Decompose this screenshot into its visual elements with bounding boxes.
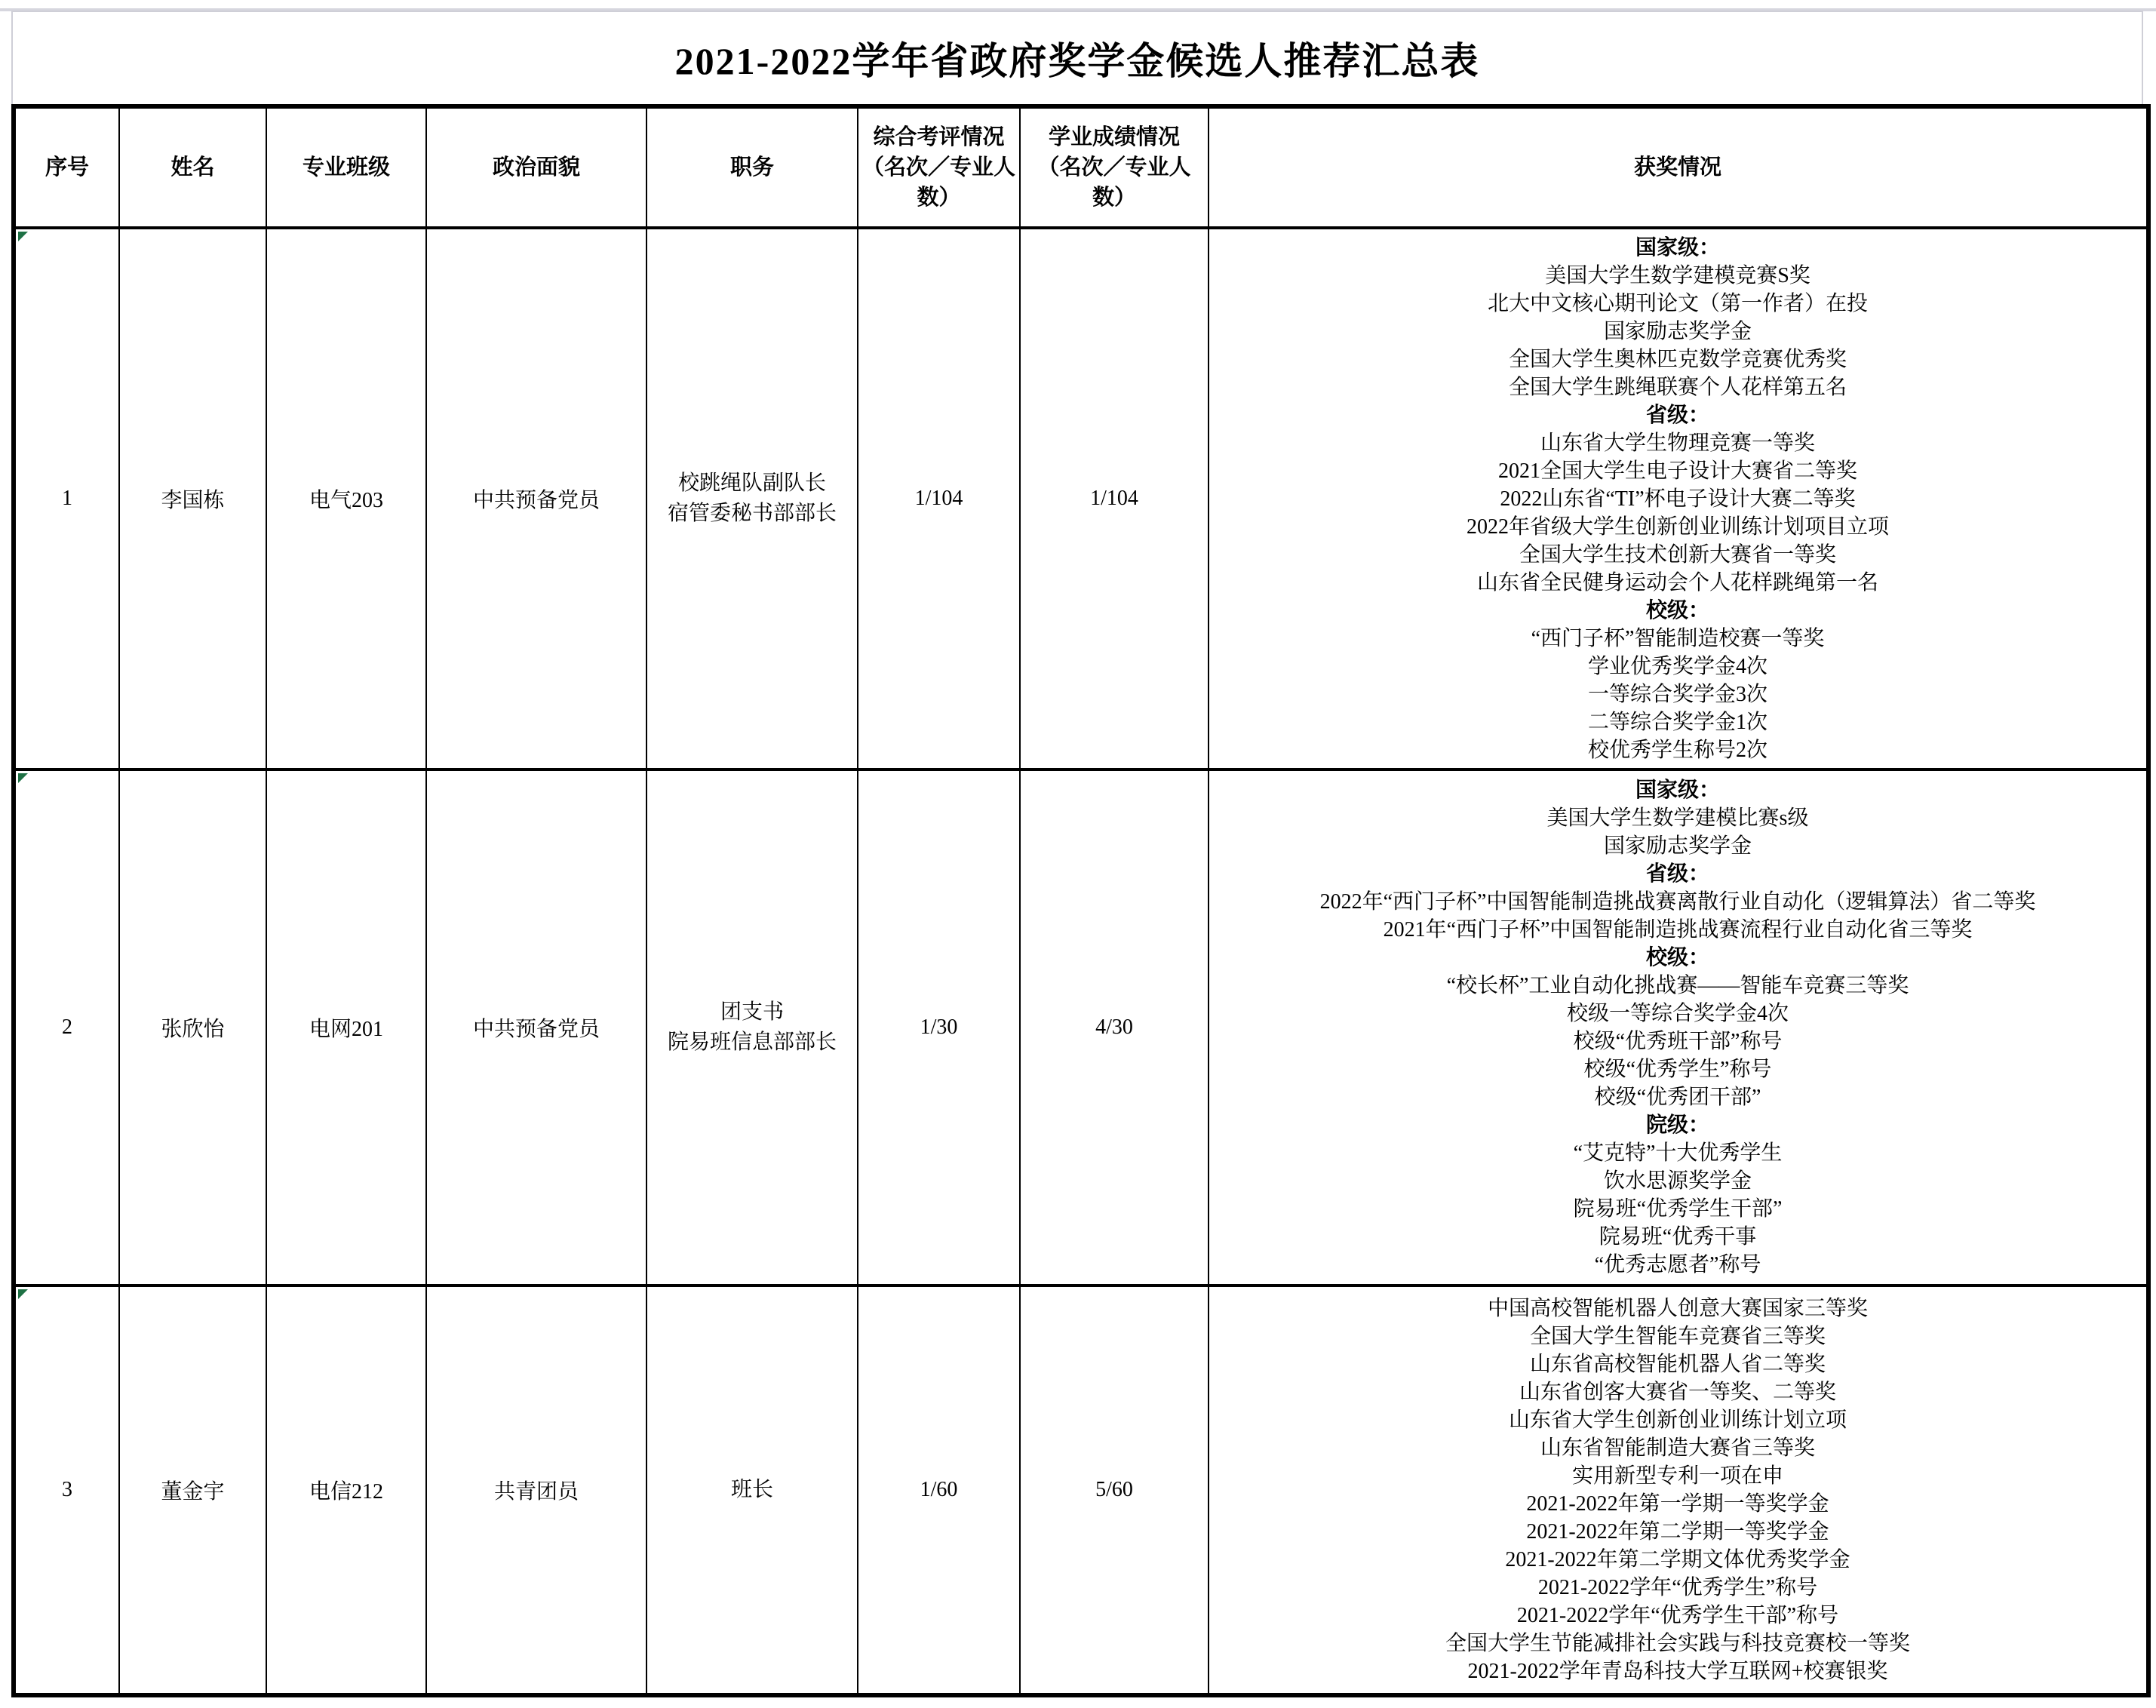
award-line: 国家级： xyxy=(1635,235,1720,260)
header-label: 职务 xyxy=(729,155,774,180)
award-line: 一等综合奖学金3次 xyxy=(1587,682,1767,706)
position-line: 班长 xyxy=(730,1478,773,1501)
award-line: 北大中文核心期刊论文（第一作者）在投 xyxy=(1487,291,1868,315)
award-line: 院易班“优秀干事 xyxy=(1599,1225,1757,1249)
award-line: 院级： xyxy=(1645,1114,1709,1137)
title-box xyxy=(11,11,2143,104)
cell-class: 电信212 xyxy=(266,1286,426,1695)
award-line: 校优秀学生称号2次 xyxy=(1587,738,1767,762)
header-label: 专业班级 xyxy=(302,155,390,180)
award-line: 山东省大学生创新创业训练计划立项 xyxy=(1508,1408,1847,1432)
header-cell-position xyxy=(646,106,858,228)
header-label: 综合考评情况（名次／专业人数） xyxy=(861,125,1015,210)
cell-no xyxy=(14,1286,119,1695)
award-line: 校级一等综合奖学金4次 xyxy=(1566,1002,1789,1025)
cell-name: 董金宇 xyxy=(119,1286,266,1695)
award-line: 2022山东省“TI”杯电子设计大赛二等奖 xyxy=(1500,487,1856,511)
award-line: 全国大学生智能车竞赛省三等奖 xyxy=(1529,1325,1826,1348)
award-line: 2021全国大学生电子设计大赛省二等奖 xyxy=(1497,459,1857,483)
award-line: 山东省高校智能机器人省二等奖 xyxy=(1529,1353,1826,1376)
award-line: 中国高校智能机器人创意大赛国家三等奖 xyxy=(1487,1297,1868,1320)
award-line: 2022年“西门子杯”中国智能制造挑战赛离散行业自动化（逻辑算法）省二等奖 xyxy=(1319,890,2036,914)
award-line: 国家励志奖学金 xyxy=(1603,834,1752,858)
cell-comprehensive-rank: 1/30 xyxy=(858,770,1020,1286)
row-number: 3 xyxy=(62,1478,72,1501)
award-line: 全国大学生节能减排社会实践与科技竞赛校一等奖 xyxy=(1445,1632,1910,1655)
award-line: 校级“优秀班干部”称号 xyxy=(1573,1030,1783,1053)
cell-no xyxy=(14,228,119,770)
award-line: 二等综合奖学金1次 xyxy=(1587,710,1767,734)
award-line: “优秀志愿者”称号 xyxy=(1594,1253,1761,1276)
table-header xyxy=(14,106,2148,228)
summary-table xyxy=(11,104,2151,1697)
header-cell-name xyxy=(119,106,266,228)
header-label: 获奖情况 xyxy=(1633,155,1721,180)
award-line: 国家级： xyxy=(1635,779,1720,802)
cell-class: 电网201 xyxy=(266,770,426,1286)
award-line: “艾克特”十大优秀学生 xyxy=(1573,1141,1783,1165)
header-cell-awards xyxy=(1209,106,2148,228)
award-line: 省级： xyxy=(1645,403,1709,427)
row-number: 2 xyxy=(62,1015,72,1039)
cell-no xyxy=(14,770,119,1286)
award-line: 学业优秀奖学金4次 xyxy=(1587,654,1767,678)
cell-name: 张欣怡 xyxy=(119,770,266,1286)
header-label: 序号 xyxy=(45,155,89,180)
header-cell-class xyxy=(266,106,426,228)
header-label: 政治面貌 xyxy=(492,155,580,180)
award-line: 2021-2022学年青岛科技大学互联网+校赛银奖 xyxy=(1467,1660,1888,1683)
award-line: 校级“优秀学生”称号 xyxy=(1583,1058,1772,1081)
header-label: 姓名 xyxy=(170,155,215,180)
cell-position xyxy=(646,228,858,770)
cell-academic-rank: 4/30 xyxy=(1020,770,1209,1286)
position-line: 校跳绳队副队长 xyxy=(677,472,826,495)
award-line: 全国大学生奥林匹克数学竞赛优秀奖 xyxy=(1508,347,1847,371)
award-line: 校级“优秀团干部” xyxy=(1594,1086,1761,1109)
award-line: 山东省智能制造大赛省三等奖 xyxy=(1540,1436,1815,1460)
award-line: 省级： xyxy=(1645,862,1709,886)
award-line: “校长杯”工业自动化挑战赛——智能车竞赛三等奖 xyxy=(1446,974,1909,997)
cell-position xyxy=(646,770,858,1286)
header-cell-no xyxy=(14,106,119,228)
position-line: 团支书 xyxy=(720,1000,784,1024)
table-row xyxy=(14,1286,2148,1695)
award-line: 山东省创客大赛省一等奖、二等奖 xyxy=(1519,1381,1836,1404)
header-cell-political xyxy=(426,106,646,228)
award-line: 山东省全民健身运动会个人花样跳绳第一名 xyxy=(1476,570,1878,594)
table-row xyxy=(14,770,2148,1286)
cell-political: 中共预备党员 xyxy=(426,770,646,1286)
header-cell-academic xyxy=(1020,106,1209,228)
award-line: 2021-2022年第二学期文体优秀奖学金 xyxy=(1505,1548,1850,1571)
cell-comprehensive-rank: 1/104 xyxy=(858,228,1020,770)
award-line: 美国大学生数学建模比赛s级 xyxy=(1546,806,1809,830)
table-body xyxy=(14,228,2148,1695)
award-line: 2021-2022学年“优秀学生”称号 xyxy=(1537,1576,1818,1599)
position-line: 宿管委秘书部部长 xyxy=(667,502,837,525)
award-line: 2021-2022学年“优秀学生干部”称号 xyxy=(1516,1604,1839,1627)
cell-academic-rank: 5/60 xyxy=(1020,1286,1209,1695)
cell-class: 电气203 xyxy=(266,228,426,770)
award-line: 实用新型专利一项在申 xyxy=(1571,1464,1783,1488)
award-line: 2021-2022年第一学期一等奖学金 xyxy=(1526,1492,1829,1516)
award-line: “西门子杯”智能制造校赛一等奖 xyxy=(1531,626,1825,650)
cell-awards xyxy=(1209,228,2148,770)
table-row xyxy=(14,228,2148,770)
award-line: 校级： xyxy=(1645,598,1709,622)
cell-political: 中共预备党员 xyxy=(426,228,646,770)
page-title: 2021-2022学年省政府奖学金候选人推荐汇总表 xyxy=(674,40,1480,82)
cell-corner-triangle-icon xyxy=(18,773,28,783)
award-line: 2021年“西门子杯”中国智能制造挑战赛流程行业自动化省三等奖 xyxy=(1383,918,1973,942)
award-line: 美国大学生数学建模竞赛S奖 xyxy=(1545,263,1810,287)
cell-awards xyxy=(1209,1286,2148,1695)
header-cell-comprehensive xyxy=(858,106,1020,228)
cell-political: 共青团员 xyxy=(426,1286,646,1695)
header-label: 学业成绩情况（名次／专业人数） xyxy=(1037,125,1191,210)
award-line: 全国大学生跳绳联赛个人花样第五名 xyxy=(1508,375,1847,399)
cell-corner-triangle-icon xyxy=(18,232,28,241)
award-line: 山东省大学生物理竞赛一等奖 xyxy=(1540,431,1815,455)
row-number: 1 xyxy=(62,487,72,510)
award-line: 校级： xyxy=(1645,946,1709,969)
header-row xyxy=(14,106,2148,228)
cell-awards xyxy=(1209,770,2148,1286)
award-line: 2022年省级大学生创新创业训练计划项目立项 xyxy=(1466,515,1889,539)
cell-position xyxy=(646,1286,858,1695)
award-line: 饮水思源奖学金 xyxy=(1603,1169,1752,1193)
cell-name: 李国栋 xyxy=(119,228,266,770)
award-line: 全国大学生技术创新大赛省一等奖 xyxy=(1519,542,1836,567)
position-line: 院易班信息部部长 xyxy=(667,1031,837,1054)
award-line: 国家励志奖学金 xyxy=(1603,319,1752,343)
award-line: 院易班“优秀学生干部” xyxy=(1573,1197,1783,1221)
cell-academic-rank: 1/104 xyxy=(1020,228,1209,770)
cell-comprehensive-rank: 1/60 xyxy=(858,1286,1020,1695)
award-line: 2021-2022年第二学期一等奖学金 xyxy=(1526,1520,1829,1544)
cell-corner-triangle-icon xyxy=(18,1289,28,1299)
